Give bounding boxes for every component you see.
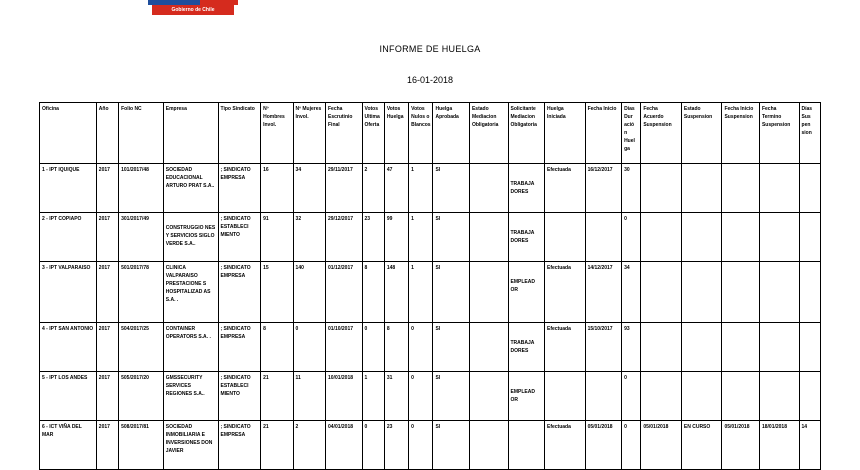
table-cell bbox=[326, 421, 363, 470]
table-cell bbox=[585, 421, 622, 470]
table-cell bbox=[362, 421, 384, 470]
column-header: Días Dur ació n Huel ga bbox=[622, 103, 641, 164]
table-cell bbox=[384, 421, 408, 470]
table-cell bbox=[96, 164, 118, 213]
table-row bbox=[40, 262, 821, 323]
table-cell bbox=[40, 323, 97, 372]
column-header: Votos Huelga bbox=[384, 103, 408, 164]
cell-value: SI bbox=[435, 424, 441, 430]
cell-value: 8 bbox=[386, 326, 390, 332]
table-cell bbox=[545, 372, 586, 421]
table-cell bbox=[326, 213, 363, 262]
cell-value: 501/2017/78 bbox=[121, 265, 149, 271]
table-cell bbox=[508, 164, 545, 213]
cell-value: 0 bbox=[624, 216, 627, 222]
table-cell bbox=[681, 323, 722, 372]
cell-value: CLINICA VALPARAISO PRESTACIONE S HOSPITALIZAD AS S.A. . bbox=[165, 265, 211, 303]
table-cell bbox=[163, 421, 218, 470]
cell-value: 0 bbox=[411, 326, 414, 332]
table-cell bbox=[96, 421, 118, 470]
table-cell bbox=[641, 323, 682, 372]
cell-value: TRABAJA DORES bbox=[510, 230, 535, 244]
table-cell bbox=[409, 213, 433, 262]
cell-value: 15/10/2017 bbox=[587, 326, 613, 332]
cell-value: 2 bbox=[364, 167, 368, 173]
table-cell bbox=[261, 262, 293, 323]
table-cell bbox=[326, 164, 363, 213]
table-cell bbox=[508, 262, 545, 323]
column-header: Fecha Acuerdo Suspension bbox=[641, 103, 682, 164]
table-cell bbox=[261, 213, 293, 262]
cell-value: TRABAJA DORES bbox=[510, 340, 535, 354]
table-cell bbox=[545, 323, 586, 372]
table-cell bbox=[293, 323, 325, 372]
table-cell bbox=[585, 213, 622, 262]
gobierno-logo bbox=[148, 0, 238, 16]
column-header: Fecha Inicio bbox=[585, 103, 622, 164]
cell-value: 0 bbox=[411, 375, 414, 381]
table-cell bbox=[469, 421, 508, 470]
table-cell bbox=[681, 262, 722, 323]
table-cell bbox=[119, 372, 164, 421]
cell-value: SOCIEDAD EDUCACIONAL ARTURO PRAT S.A.. bbox=[165, 167, 215, 189]
column-header: Fecha Inicio Suspension bbox=[722, 103, 760, 164]
cell-value: Efectuada bbox=[547, 265, 571, 271]
cell-value: SI bbox=[435, 167, 441, 173]
cell-value: 14/12/2017 bbox=[587, 265, 613, 271]
table-cell bbox=[433, 213, 470, 262]
cell-value: SOCIEDAD INMOBILIARIA E INVERSIONES DON JAVIER bbox=[165, 424, 213, 454]
table-cell bbox=[384, 262, 408, 323]
table-cell bbox=[759, 323, 799, 372]
table-cell bbox=[799, 372, 820, 421]
cell-value: 1 bbox=[364, 375, 368, 381]
table-cell bbox=[641, 421, 682, 470]
table-cell bbox=[681, 421, 722, 470]
cell-value: 29/12/2017 bbox=[328, 216, 354, 222]
cell-value: EMPLEAD OR bbox=[510, 279, 535, 293]
cell-value: 148 bbox=[386, 265, 396, 271]
table-cell bbox=[545, 213, 586, 262]
cell-value: 2017 bbox=[98, 375, 110, 381]
table-cell bbox=[622, 323, 641, 372]
table-cell bbox=[722, 372, 760, 421]
column-header: Solicitante Mediacion Obligatoria bbox=[508, 103, 545, 164]
table-cell bbox=[163, 323, 218, 372]
cell-value: 99 bbox=[386, 216, 393, 222]
cell-value: 1 bbox=[411, 216, 414, 222]
table-cell bbox=[40, 262, 97, 323]
table-cell bbox=[433, 262, 470, 323]
cell-value: CONTAINER OPERATORS S.A. . bbox=[165, 326, 211, 340]
table-cell bbox=[326, 323, 363, 372]
table-cell bbox=[585, 262, 622, 323]
table-cell bbox=[293, 262, 325, 323]
column-header: Nº Mujeres Invol. bbox=[293, 103, 325, 164]
table-cell bbox=[362, 323, 384, 372]
table-cell bbox=[799, 164, 820, 213]
table-cell bbox=[759, 164, 799, 213]
table-cell bbox=[261, 323, 293, 372]
cell-value: 0 bbox=[624, 375, 627, 381]
table-cell bbox=[362, 164, 384, 213]
table-cell bbox=[409, 323, 433, 372]
table-cell bbox=[433, 323, 470, 372]
table-cell bbox=[469, 164, 508, 213]
table-cell bbox=[433, 421, 470, 470]
table-cell bbox=[622, 262, 641, 323]
cell-value: 140 bbox=[295, 265, 304, 271]
cell-value: 05/01/2018 bbox=[643, 424, 669, 430]
table-cell bbox=[163, 164, 218, 213]
table-cell bbox=[622, 421, 641, 470]
cell-value: 23 bbox=[364, 216, 371, 222]
table-cell bbox=[722, 323, 760, 372]
table-row bbox=[40, 421, 821, 470]
table-cell bbox=[681, 213, 722, 262]
table-row bbox=[40, 323, 821, 372]
table-cell bbox=[759, 213, 799, 262]
cell-value: 4 - IPT SAN ANTONIO bbox=[42, 326, 94, 332]
table-row bbox=[40, 164, 821, 213]
cell-value: 05/01/2018 bbox=[587, 424, 613, 430]
cell-value: 0 bbox=[411, 424, 414, 430]
table-cell bbox=[508, 323, 545, 372]
cell-value: 1 bbox=[411, 265, 414, 271]
table-cell bbox=[622, 164, 641, 213]
table-cell bbox=[469, 323, 508, 372]
table-cell bbox=[641, 164, 682, 213]
table-cell bbox=[261, 421, 293, 470]
column-header: Tipo Sindicato bbox=[218, 103, 261, 164]
cell-value: 3 - IPT VALPARAISO bbox=[42, 265, 91, 271]
cell-value: 1 bbox=[411, 167, 414, 173]
table-cell bbox=[218, 421, 261, 470]
column-header: Fecha Escrutinio Final bbox=[326, 103, 363, 164]
cell-value: SI bbox=[435, 216, 441, 222]
cell-value: ; SINDICATO EMPRESA bbox=[220, 424, 251, 438]
table-cell bbox=[326, 372, 363, 421]
cell-value: 93 bbox=[624, 326, 630, 332]
table-cell bbox=[409, 421, 433, 470]
table-cell bbox=[384, 323, 408, 372]
column-header: Año bbox=[96, 103, 118, 164]
table-cell bbox=[469, 262, 508, 323]
table-cell bbox=[293, 421, 325, 470]
cell-value: ; SINDICATO EMPRESA bbox=[220, 326, 251, 340]
table-cell bbox=[585, 372, 622, 421]
table-cell bbox=[641, 262, 682, 323]
table-cell bbox=[722, 421, 760, 470]
table-cell bbox=[96, 323, 118, 372]
column-header: Empresa bbox=[163, 103, 218, 164]
cell-value: 5 - IPT LOS ANDES bbox=[42, 375, 88, 381]
cell-value: SI bbox=[435, 265, 441, 271]
cell-value: 1 - IPT IQUIQUE bbox=[42, 167, 80, 173]
cell-value: CONSTRUGGIO NES Y SERVICIOS SIGLO VERDE S.A.. bbox=[165, 225, 216, 247]
cell-value: 16 bbox=[263, 167, 269, 173]
table-cell bbox=[545, 421, 586, 470]
table-cell bbox=[261, 372, 293, 421]
cell-value: 2017 bbox=[98, 167, 110, 173]
table-cell bbox=[362, 262, 384, 323]
table-cell bbox=[40, 421, 97, 470]
table-cell bbox=[119, 421, 164, 470]
column-header: Votos Ultima Oferta bbox=[362, 103, 384, 164]
cell-value: 16/12/2017 bbox=[587, 167, 613, 173]
table-cell bbox=[119, 262, 164, 323]
column-header: Estado Mediacion Obligatoria bbox=[469, 103, 508, 164]
table-cell bbox=[409, 262, 433, 323]
table-cell bbox=[163, 372, 218, 421]
cell-value: 18/01/2018 bbox=[761, 424, 787, 430]
table-cell bbox=[641, 372, 682, 421]
column-header: Días Sus pen sion bbox=[799, 103, 820, 164]
cell-value: 0 bbox=[624, 424, 627, 430]
cell-value: ; SINDICATO ESTABLECI MIENTO bbox=[220, 375, 251, 397]
cell-value: 04/01/2018 bbox=[328, 424, 354, 430]
column-header: Fecha Termino Suspension bbox=[759, 103, 799, 164]
table-cell bbox=[469, 213, 508, 262]
report-title: INFORME DE HUELGA bbox=[379, 44, 481, 54]
table-cell bbox=[218, 164, 261, 213]
table-cell bbox=[622, 213, 641, 262]
table-cell bbox=[759, 421, 799, 470]
cell-value: 2 bbox=[295, 424, 299, 430]
table-cell bbox=[508, 421, 545, 470]
cell-value: ; SINDICATO EMPRESA bbox=[220, 265, 251, 279]
cell-value: 31 bbox=[386, 375, 393, 381]
table-cell bbox=[40, 164, 97, 213]
table-cell bbox=[545, 164, 586, 213]
cell-value: 34 bbox=[295, 167, 302, 173]
table-cell bbox=[218, 213, 261, 262]
table-cell bbox=[96, 213, 118, 262]
cell-value: 15 bbox=[263, 265, 269, 271]
table-cell bbox=[218, 262, 261, 323]
table-cell bbox=[96, 262, 118, 323]
cell-value: EMPLEAD OR bbox=[510, 389, 535, 403]
cell-value: SI bbox=[435, 326, 441, 332]
cell-value: ; SINDICATO ESTABLECI MIENTO bbox=[220, 216, 251, 238]
table-cell bbox=[163, 213, 218, 262]
cell-value: 30 bbox=[624, 167, 630, 173]
table-cell bbox=[96, 372, 118, 421]
table-cell bbox=[218, 323, 261, 372]
report-date: 16-01-2018 bbox=[406, 75, 454, 85]
cell-value: Efectuada bbox=[547, 167, 571, 173]
table-body bbox=[40, 164, 821, 470]
cell-value: 32 bbox=[295, 216, 302, 222]
table-cell bbox=[585, 323, 622, 372]
cell-value: 0 bbox=[364, 326, 368, 332]
table-cell bbox=[585, 164, 622, 213]
table-cell bbox=[722, 213, 760, 262]
column-header: Votos Nulos o Blancos bbox=[409, 103, 433, 164]
column-header: Folio NC bbox=[119, 103, 164, 164]
table-cell bbox=[508, 372, 545, 421]
table-cell bbox=[384, 164, 408, 213]
cell-value: 05/01/2018 bbox=[724, 424, 750, 430]
cell-value: 504/2017/25 bbox=[121, 326, 149, 332]
table-cell bbox=[641, 213, 682, 262]
table-cell bbox=[545, 262, 586, 323]
table-cell bbox=[799, 323, 820, 372]
strike-report-table bbox=[39, 102, 821, 470]
table-cell bbox=[799, 213, 820, 262]
column-header: Oficina bbox=[40, 103, 97, 164]
table-cell bbox=[293, 372, 325, 421]
table-row bbox=[40, 372, 821, 421]
cell-value: EN CURSO bbox=[683, 424, 711, 430]
table-cell bbox=[293, 213, 325, 262]
table-cell bbox=[409, 164, 433, 213]
cell-value: 505/2017/20 bbox=[121, 375, 149, 381]
table-cell bbox=[261, 164, 293, 213]
table-cell bbox=[508, 213, 545, 262]
cell-value: 8 bbox=[263, 326, 266, 332]
cell-value: Efectuada bbox=[547, 424, 571, 430]
column-header: Huelga Iniciada bbox=[545, 103, 586, 164]
table-cell bbox=[40, 213, 97, 262]
table-header-row bbox=[40, 103, 821, 164]
cell-value: GMSSECURITY SERVICES REGIONES S.A.. bbox=[165, 375, 205, 397]
cell-value: 0 bbox=[364, 424, 368, 430]
cell-value: 91 bbox=[263, 216, 269, 222]
table-cell bbox=[681, 164, 722, 213]
table-cell bbox=[218, 372, 261, 421]
table-cell bbox=[799, 262, 820, 323]
cell-value: 0 bbox=[295, 326, 299, 332]
table-cell bbox=[759, 262, 799, 323]
cell-value: 14 bbox=[801, 424, 808, 430]
table-cell bbox=[681, 372, 722, 421]
cell-value: 34 bbox=[624, 265, 630, 271]
column-header: Nº Hombres Invol. bbox=[261, 103, 293, 164]
table-cell bbox=[119, 213, 164, 262]
cell-value: 508/2017/81 bbox=[121, 424, 149, 430]
table-cell bbox=[293, 164, 325, 213]
table-cell bbox=[722, 262, 760, 323]
table-cell bbox=[433, 164, 470, 213]
cell-value: 47 bbox=[386, 167, 393, 173]
cell-value: 23 bbox=[386, 424, 393, 430]
cell-value: Efectuada bbox=[547, 326, 571, 332]
table-cell bbox=[384, 372, 408, 421]
cell-value: 29/11/2017 bbox=[328, 167, 353, 173]
cell-value: 21 bbox=[263, 375, 269, 381]
cell-value: 11 bbox=[295, 375, 301, 381]
table-cell bbox=[799, 421, 820, 470]
cell-value: 01/12/2017 bbox=[328, 265, 354, 271]
cell-value: 01/10/2017 bbox=[328, 326, 354, 332]
cell-value: 2017 bbox=[98, 265, 110, 271]
table-cell bbox=[326, 262, 363, 323]
table-cell bbox=[119, 164, 164, 213]
table-cell bbox=[433, 372, 470, 421]
table-cell bbox=[384, 213, 408, 262]
cell-value: 2017 bbox=[98, 326, 110, 332]
table-cell bbox=[40, 372, 97, 421]
logo-caption: Gobierno de Chile bbox=[152, 5, 234, 15]
column-header: Huelga Aprobada bbox=[433, 103, 470, 164]
table-cell bbox=[362, 213, 384, 262]
column-header: Estado Suspension bbox=[681, 103, 722, 164]
cell-value: 2017 bbox=[98, 216, 110, 222]
cell-value: 101/2017/48 bbox=[121, 167, 149, 173]
cell-value: SI bbox=[435, 375, 441, 381]
cell-value: 10/01/2018 bbox=[328, 375, 354, 381]
table-cell bbox=[409, 372, 433, 421]
table-row bbox=[40, 213, 821, 262]
table-cell bbox=[362, 372, 384, 421]
table-cell bbox=[469, 372, 508, 421]
table-cell bbox=[163, 262, 218, 323]
table-cell bbox=[119, 323, 164, 372]
cell-value: 2017 bbox=[98, 424, 110, 430]
table-cell bbox=[759, 372, 799, 421]
cell-value: ; SINDICATO EMPRESA bbox=[220, 167, 251, 181]
cell-value: 8 bbox=[364, 265, 368, 271]
cell-value: 301/2017/49 bbox=[121, 216, 149, 222]
cell-value: 21 bbox=[263, 424, 269, 430]
cell-value: 6 - ICT VIÑA DEL MAR bbox=[42, 424, 82, 438]
table-cell bbox=[722, 164, 760, 213]
table-cell bbox=[622, 372, 641, 421]
cell-value: 2 - IPT COPIAPO bbox=[42, 216, 82, 222]
cell-value: TRABAJA DORES bbox=[510, 181, 535, 195]
